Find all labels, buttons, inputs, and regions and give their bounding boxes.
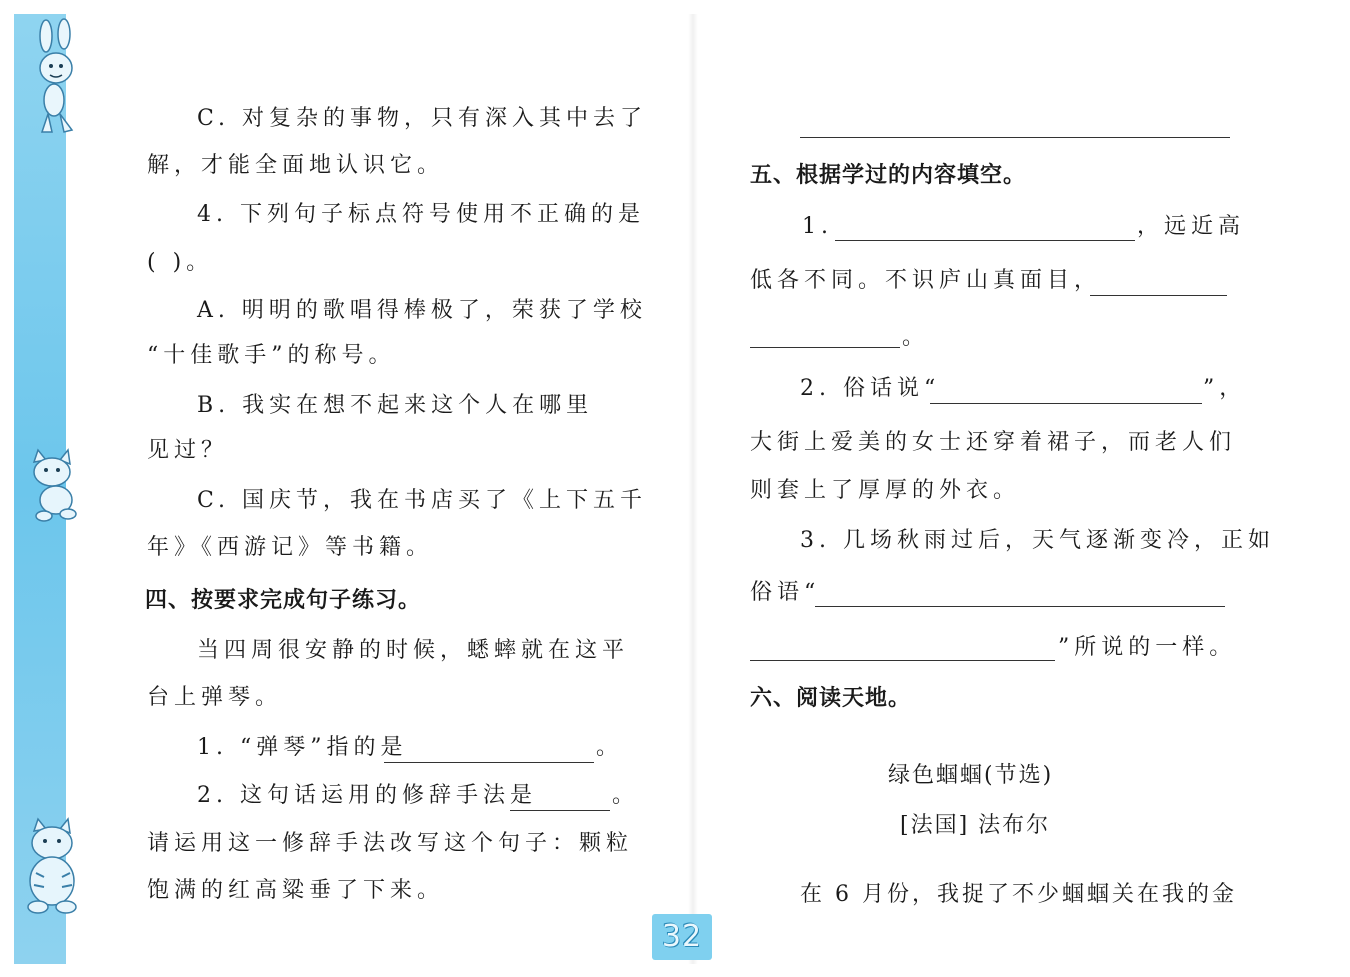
question-4-line2: ( )。 (147, 250, 214, 275)
fill-3-prefix: 俗语“ (750, 580, 821, 605)
option-c2-line2: 年》《西游记》等书籍。 (147, 535, 434, 560)
section-6-heading: 六、阅读天地。 (750, 686, 912, 711)
rabbit-mascot-icon (18, 18, 90, 138)
answer-blank-2[interactable] (510, 810, 610, 811)
fill-2-line3: 则套上了厚厚的外衣。 (750, 478, 1021, 503)
sub-question-3-line1: 请运用这一修辞手法改写这个句子：颗粒 (147, 831, 634, 856)
fill-2-suffix: ”， (1203, 376, 1247, 401)
fill-blank-1b[interactable] (1090, 295, 1227, 296)
section-4-heading: 四、按要求完成句子练习。 (145, 588, 422, 613)
fill-blank-3a[interactable] (815, 606, 1225, 607)
question-4-line1: 4. 下列句子标点符号使用不正确的是 (197, 202, 645, 227)
sub-question-3-line2: 饱满的红高粱垂了下来。 (147, 878, 445, 903)
option-b-line2: 见过？ (147, 438, 229, 463)
option-c2-line1: C. 国庆节，我在书店买了《上下五千 (197, 488, 648, 513)
sub-question-1: 1. “弹琴”指的是 (197, 735, 408, 760)
sub-question-2: 2. 这句话运用的修辞手法是 (197, 783, 537, 808)
fill-1-number: 1. (802, 214, 833, 239)
cat-mascot-icon (20, 448, 88, 524)
passage-line1: 当四周很安静的时候，蟋蟀就在这平 (197, 638, 630, 663)
fill-1-end: 。 (902, 325, 930, 350)
fill-blank-2[interactable] (930, 403, 1202, 404)
fill-blank-1c[interactable] (750, 347, 900, 348)
fill-3-line1: 3. 几场秋雨过后，天气逐渐变冷，正如 (800, 528, 1275, 553)
sub-question-2-end: 。 (612, 783, 640, 808)
page-number: 32 (652, 914, 712, 960)
fill-blank-3b[interactable] (750, 660, 1055, 661)
option-a-line1: A. 明明的歌唱得棒极了，荣获了学校 (197, 298, 647, 323)
fill-blank-1a[interactable] (835, 240, 1135, 241)
option-a-line2: “十佳歌手”的称号。 (147, 343, 396, 368)
fill-1-suffix: ，远近高 (1137, 214, 1246, 239)
answer-blank-top[interactable] (800, 137, 1230, 138)
sub-question-1-end: 。 (596, 735, 624, 760)
reading-title: 绿色蝈蝈(节选) (888, 763, 1054, 788)
tiger-mascot-icon (18, 815, 88, 915)
option-c-line2: 解，才能全面地认识它。 (147, 153, 445, 178)
page-gutter (688, 14, 698, 964)
answer-blank-1[interactable] (384, 762, 594, 763)
reading-author: [法国] 法布尔 (900, 813, 1051, 838)
passage-line2: 台上弹琴。 (147, 685, 283, 710)
fill-2-prefix: 2. 俗话说“ (800, 376, 941, 401)
fill-2-line2: 大街上爱美的女士还穿着裙子，而老人们 (750, 430, 1237, 455)
fill-1-line2: 低各不同。不识庐山真面目， (750, 268, 1102, 293)
reading-body-line1: 在 6 月份，我捉了不少蝈蝈关在我的金 (800, 882, 1237, 907)
option-b-line1: B. 我实在想不起来这个人在哪里 (197, 393, 594, 418)
fill-3-end: ”所说的一样。 (1058, 635, 1237, 660)
section-5-heading: 五、根据学过的内容填空。 (750, 163, 1027, 188)
option-c-line1: C. 对复杂的事物，只有深入其中去了 (197, 106, 648, 131)
